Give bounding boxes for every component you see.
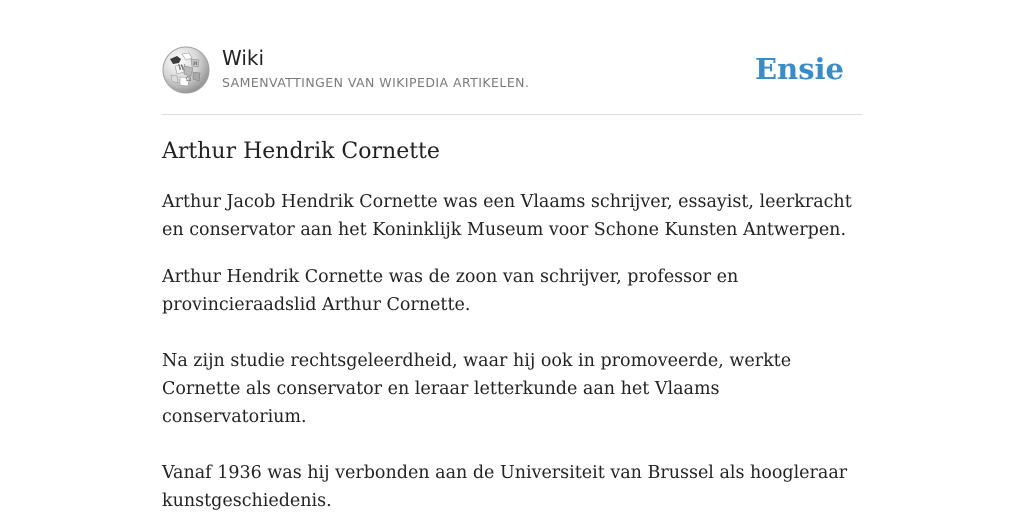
article-title: Arthur Hendrik Cornette bbox=[162, 139, 440, 164]
article-paragraph: Vanaf 1936 was hij verbonden aan de Universiteit van Brussel als hoogleraar kunstgeschiedenis. bbox=[162, 463, 848, 511]
article-intro: Arthur Jacob Hendrik Cornette was een Vlaams schrijver, essayist, leerkracht en conservator aan het Koninklijk Museum voor Schone Kunsten Antwerpen. bbox=[162, 192, 852, 240]
article-paragraph: Arthur Hendrik Cornette was de zoon van schrijver, professor en provincieraadslid Arthur Cornette. bbox=[162, 267, 739, 315]
site-subtitle: SAMENVATTINGEN VAN WIKIPEDIA ARTIKELEN. bbox=[222, 75, 530, 90]
ensie-logo-link[interactable]: Ensie bbox=[755, 52, 844, 86]
brand bbox=[222, 44, 529, 92]
svg-text:И: И bbox=[193, 61, 198, 67]
wikipedia-globe-icon[interactable] bbox=[162, 46, 210, 94]
site-header bbox=[162, 44, 862, 115]
svg-text:W: W bbox=[178, 64, 186, 72]
site-title[interactable]: Wiki bbox=[222, 46, 265, 70]
article bbox=[162, 136, 862, 512]
svg-text:Ω: Ω bbox=[186, 76, 191, 83]
article-paragraph: Na zijn studie rechtsgeleerdheid, waar hij ook in promoveerde, werkte Cornette als conservator en leraar letterkunde aan het Vlaams conservatorium. bbox=[162, 351, 792, 427]
